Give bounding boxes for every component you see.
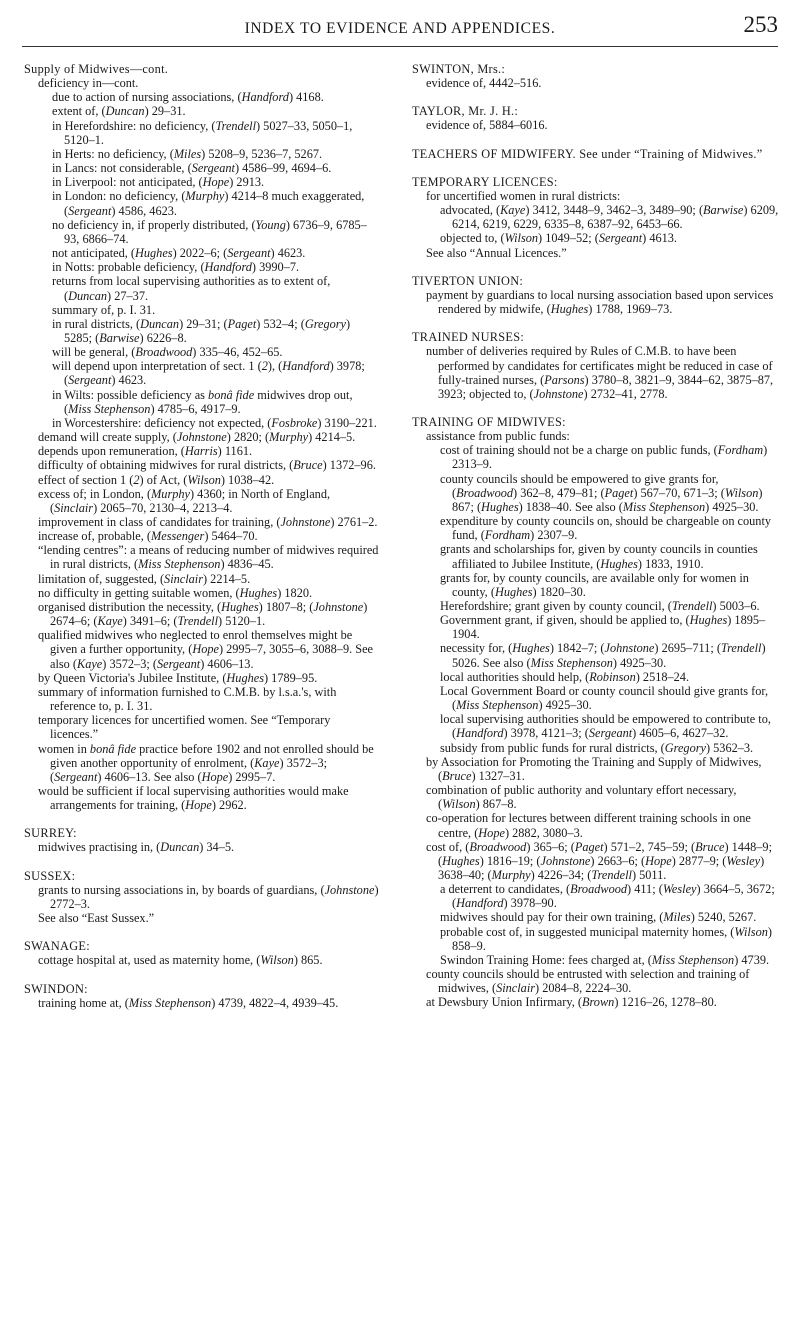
index-entry: [412, 175, 780, 260]
index-entry: [412, 330, 780, 401]
index-entry: [412, 274, 780, 316]
entry-line: subsidy from public funds for rural districts, (Gregory) 5362–3.: [440, 740, 754, 755]
entry-line: deficiency in—cont.: [38, 76, 139, 91]
entry-line: in London: no deficiency, (Murphy) 4214–8 much exaggerated, (Sergeant) 4586, 4623.: [52, 189, 365, 218]
entry-line: in Lancs: not considerable, (Sergeant) 4586–99, 4694–6.: [52, 161, 332, 176]
entry-line: cost of, (Broadwood) 365–6; (Paget) 571–2, 745–59; (Bruce) 1448–9; (Hughes) 1816–19; (Johnstone) 2663–6; (Hope) 2877–9; (Wesley) 3638–40; (Murphy) 4226–34; (Trendell) 5011.: [426, 839, 772, 882]
entry-heading: SWANAGE:: [24, 939, 90, 954]
entry-heading: TIVERTON UNION:: [412, 273, 524, 288]
entry-heading: TRAINING OF MIDWIVES:: [412, 414, 566, 429]
entry-line: in Liverpool: not anticipated, (Hope) 2913.: [52, 175, 265, 190]
entry-line: county councils should be empowered to give grants for, (Broadwood) 362–8, 479–81; (Paget) 567–70, 671–3; (Wilson) 867; (Hughes) 1838–40. See also (Miss Stephenson) 4925–30.: [440, 471, 763, 514]
entry-line: summary of information furnished to C.M.B. by l.s.a.'s, with reference to, p. I. 31.: [38, 684, 337, 714]
entry-line: local supervising authorities should be empowered to contribute to, (Handford) 3978, 4121–3; (Sergeant) 4605–6, 4627–32.: [440, 712, 771, 741]
entry-line: temporary licences for uncertified women. See “Temporary licences.”: [38, 713, 331, 742]
entry-line: assistance from public funds:: [426, 429, 570, 444]
entry-line: cost of training should not be a charge on public funds, (Fordham) 2313–9.: [440, 443, 768, 472]
entry-line: See also “Annual Licences.”: [426, 245, 567, 260]
entry-line: no difficulty in getting suitable women, (Hughes) 1820.: [38, 585, 313, 600]
entry-line: by Association for Promoting the Training and Supply of Midwives, (Bruce) 1327–31.: [426, 754, 762, 783]
entry-line: number of deliveries required by Rules of C.M.B. to have been performed by candidates for certificates might be reduced in case of fully-trained nurses, (Parsons) 3780–8, 3821–9, 3844–62, 3875–87, 3923; objected to, (Johnstone) 2732–41, 2778.: [426, 344, 774, 401]
entry-line: will depend upon interpretation of sect. 1 (2), (Handford) 3978; (Sergeant) 4623.: [52, 359, 365, 388]
entry-line: excess of; in London, (Murphy) 4360; in North of England, (Sinclair) 2065–70, 2130–4, 2213–4.: [38, 486, 331, 515]
header-rule: [22, 46, 778, 47]
entry-line: training home at, (Miss Stephenson) 4739, 4822–4, 4939–45.: [38, 995, 339, 1010]
entry-line: improvement in class of candidates for training, (Johnstone) 2761–2.: [38, 515, 378, 529]
entry-line: grants and scholarships for, given by county councils in counties affiliated to Jubilee Institute, (Hughes) 1833, 1910.: [440, 542, 758, 571]
entry-line: “lending centres”: a means of reducing number of midwives required in rural districts, (Miss Stephenson) 4836–45.: [38, 543, 379, 572]
entry-line: Government grant, if given, should be applied to, (Hughes) 1895–1904.: [440, 613, 766, 642]
entry-line: in Wilts: possible deficiency as bonâ fide midwives drop out, (Miss Stephenson) 4785–6, 4917–9.: [52, 387, 353, 416]
entry-line: midwives practising in, (Duncan) 34–5.: [38, 840, 235, 855]
entry-line: grants for, by county councils, are available only for women in county, (Hughes) 1820–30.: [440, 570, 749, 599]
entry-line: Local Government Board or county council should give grants for, (Miss Stephenson) 4925–30.: [440, 683, 769, 713]
entry-heading: SURREY:: [24, 826, 77, 841]
entry-heading: Supply of Midwives—cont.: [24, 62, 169, 76]
entry-line: grants to nursing associations in, by boards of guardians, (Johnstone) 2772–3.: [38, 882, 379, 911]
entry-line: due to action of nursing associations, (Handford) 4168.: [52, 90, 324, 105]
entry-line: county councils should be entrusted with selection and training of midwives, (Sinclair) 2084–8, 2224–30.: [426, 967, 750, 996]
entry-line: combination of public authority and voluntary effort necessary, (Wilson) 867–8.: [426, 783, 737, 812]
left-column: [24, 62, 379, 1024]
entry-heading: TEACHERS OF MIDWIFERY. See under “Training of Midwives.”: [412, 146, 763, 161]
entry-line: limitation of, suggested, (Sinclair) 2214–5.: [38, 571, 251, 586]
entry-line: not anticipated, (Hughes) 2022–6; (Sergeant) 4623.: [52, 246, 306, 261]
entry-line: objected to, (Wilson) 1049–52; (Sergeant) 4613.: [440, 231, 677, 246]
entry-line: expenditure by county councils on, should be chargeable on county fund, (Fordham) 2307–9.: [440, 514, 772, 543]
entry-line: See also “East Sussex.”: [38, 911, 155, 926]
entry-line: for uncertified women in rural districts:: [426, 188, 621, 203]
entry-line: payment by guardians to local nursing association based upon services rendered by midwife, (Hughes) 1788, 1969–73.: [426, 287, 774, 317]
entry-line: co-operation for lectures between different training schools in one centre, (Hope) 2882, 3080–3.: [426, 811, 751, 840]
entry-line: in Herefordshire: no deficiency, (Trendell) 5027–33, 5050–1, 5120–1.: [52, 118, 353, 147]
entry-line: would be sufficient if local supervising authorities would make arrangements for training, (Hope) 2962.: [38, 783, 349, 813]
entry-heading: SUSSEX:: [24, 868, 76, 883]
entry-line: midwives should pay for their own training, (Miles) 5240, 5267.: [440, 910, 757, 925]
entry-line: cottage hospital at, used as maternity home, (Wilson) 865.: [38, 953, 323, 968]
index-entry: [24, 826, 379, 854]
entry-line: will be general, (Broadwood) 335–46, 452–65.: [52, 345, 283, 360]
entry-line: difficulty of obtaining midwives for rural districts, (Bruce) 1372–96.: [38, 458, 376, 473]
entry-line: organised distribution the necessity, (Hughes) 1807–8; (Johnstone) 2674–6; (Kaye) 3491–6; (Trendell) 5120–1.: [38, 599, 368, 629]
entry-line: Herefordshire; grant given by county council, (Trendell) 5003–6.: [440, 599, 760, 613]
entry-line: in Herts: no deficiency, (Miles) 5208–9, 5236–7, 5267.: [52, 146, 323, 161]
right-column: [412, 62, 780, 1024]
entry-line: advocated, (Kaye) 3412, 3448–9, 3462–3, 3489–90; (Barwise) 6209, 6214, 6219, 6229, 6335–8, 6387–92, 6453–66.: [440, 203, 779, 232]
page-header: [22, 10, 778, 50]
index-entry: [24, 869, 379, 926]
entry-line: necessity for, (Hughes) 1842–7; (Johnstone) 2695–711; (Trendell) 5026. See also (Miss Stephenson) 4925–30.: [440, 641, 766, 670]
entry-line: women in bonâ fide practice before 1902 and not enrolled should be given another opportunity of enrolment, (Kaye) 3572–3; (Sergeant) 4606–13. See also (Hope) 2995–7.: [38, 741, 374, 784]
entry-line: no deficiency in, if properly distributed, (Young) 6736–9, 6785–93, 6866–74.: [52, 217, 367, 246]
entry-line: returns from local supervising authorities as to extent of, (Duncan) 27–37.: [52, 274, 331, 303]
entry-line: Swindon Training Home: fees charged at, (Miss Stephenson) 4739.: [440, 952, 770, 967]
page-number: 253: [743, 12, 778, 37]
entry-line: depends upon remuneration, (Harris) 1161.: [38, 444, 253, 459]
running-title: INDEX TO EVIDENCE AND APPENDICES.: [244, 20, 556, 37]
index-entry: [24, 982, 379, 1010]
entry-line: at Dewsbury Union Infirmary, (Brown) 1216–26, 1278–80.: [426, 995, 717, 1010]
entry-line: in rural districts, (Duncan) 29–31; (Paget) 532–4; (Gregory) 5285; (Barwise) 6226–8.: [52, 316, 351, 345]
index-entry: [412, 62, 780, 90]
index-entry: [412, 147, 780, 161]
index-entry: [24, 939, 379, 967]
index-entry: [412, 104, 780, 132]
entry-line: summary of, p. I. 31.: [52, 302, 156, 317]
entry-heading: SWINTON, Mrs.:: [412, 62, 506, 76]
entry-heading: TEMPORARY LICENCES:: [412, 174, 558, 189]
entry-line: local authorities should help, (Robinson) 2518–24.: [440, 669, 690, 684]
entry-line: probable cost of, in suggested municipal maternity homes, (Wilson) 858–9.: [440, 924, 772, 953]
entry-line: by Queen Victoria's Jubilee Institute, (Hughes) 1789–95.: [38, 670, 318, 685]
entry-heading: TAYLOR, Mr. J. H.:: [412, 104, 519, 119]
entry-line: in Worcestershire: deficiency not expected, (Fosbroke) 3190–221.: [52, 415, 377, 430]
entry-heading: SWINDON:: [24, 981, 88, 996]
entry-line: qualified midwives who neglected to enrol themselves might be given a further opportunity, (Hope) 2995–7, 3055–6, 3088–9. See also (Kaye) 3572–3; (Sergeant) 4606–13.: [38, 628, 374, 671]
entry-line: evidence of, 4442–516.: [426, 76, 542, 91]
entry-line: extent of, (Duncan) 29–31.: [52, 104, 186, 119]
index-entry: [24, 62, 379, 812]
index-entry: [412, 415, 780, 1010]
entry-line: demand will create supply, (Johnstone) 2820; (Murphy) 4214–5.: [38, 430, 356, 445]
entry-line: effect of section 1 (2) of Act, (Wilson) 1038–42.: [38, 472, 275, 487]
entry-heading: TRAINED NURSES:: [412, 330, 525, 345]
entry-line: in Notts: probable deficiency, (Handford) 3990–7.: [52, 260, 300, 275]
entry-line: increase of, probable, (Messenger) 5464–70.: [38, 529, 258, 544]
entry-line: a deterrent to candidates, (Broadwood) 411; (Wesley) 3664–5, 3672; (Handford) 3978–90.: [440, 882, 775, 911]
entry-line: evidence of, 5884–6016.: [426, 118, 548, 133]
